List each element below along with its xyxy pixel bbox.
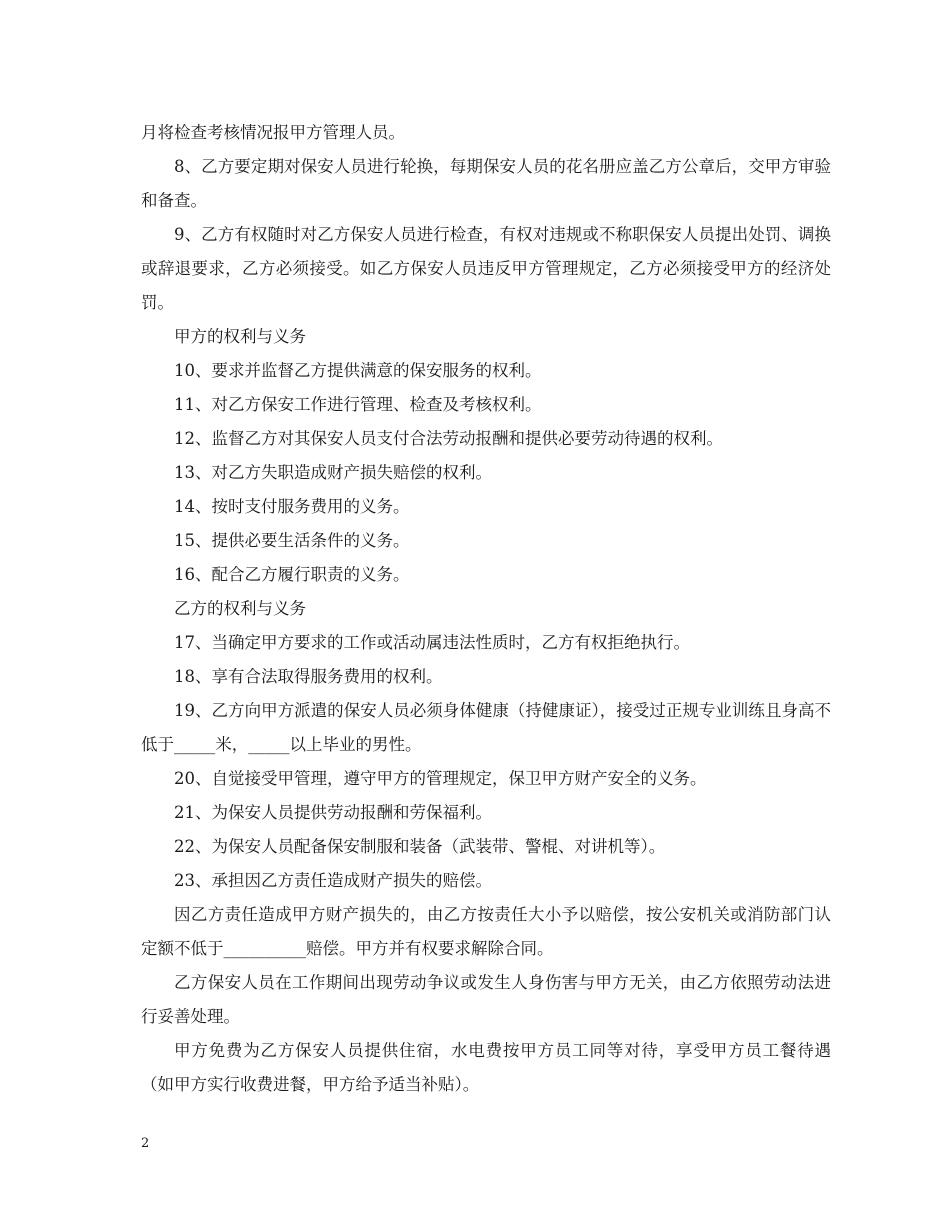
paragraph: 21、为保安人员提供劳动报酬和劳保福利。 (174, 803, 492, 822)
paragraph: 18、享有合法取得服务费用的权利。 (174, 667, 443, 686)
paragraph: 14、按时支付服务费用的义务。 (174, 497, 410, 516)
paragraph: 月将检查考核情况报甲方管理人员。 (141, 123, 405, 142)
paragraph: 19、乙方向甲方派遣的保安人员必须身体健康（持健康证），接受过正规专业训练且身高不低于_____米，_____以上毕业的男性。 (141, 701, 831, 754)
paragraph: 13、对乙方失职造成财产损失赔偿的权利。 (174, 463, 492, 482)
section-heading: 甲方的权利与义务 (174, 327, 306, 346)
paragraph: 11、对乙方保安工作进行管理、检查及考核权利。 (174, 395, 542, 414)
paragraph: 12、监督乙方对其保安人员支付合法劳动报酬和提供必要劳动待遇的权利。 (174, 429, 723, 448)
paragraph: 9、乙方有权随时对乙方保安人员进行检查，有权对违规或不称职保安人员提出处罚、调换或辞退要求，乙方必须接受。如乙方保安人员违反甲方管理规定，乙方必须接受甲方的经济处罚。 (141, 225, 831, 312)
paragraph: 20、自觉接受甲管理，遵守甲方的管理规定，保卫甲方财产安全的义务。 (174, 769, 707, 788)
paragraph: 17、当确定甲方要求的工作或活动属违法性质时，乙方有权拒绝执行。 (174, 633, 690, 652)
section-heading: 乙方的权利与义务 (174, 599, 306, 618)
document-body (141, 116, 831, 1102)
paragraph: 16、配合乙方履行职责的义务。 (174, 565, 410, 584)
paragraph: 甲方免费为乙方保安人员提供住宿，水电费按甲方员工同等对待，享受甲方员工餐待遇（如甲方实行收费进餐，甲方给予适当补贴）。 (141, 1041, 831, 1094)
paragraph: 8、乙方要定期对保安人员进行轮换，每期保安人员的花名册应盖乙方公章后，交甲方审验和备查。 (141, 157, 831, 210)
page-number: 2 (141, 1136, 150, 1151)
paragraph: 15、提供必要生活条件的义务。 (174, 531, 410, 550)
paragraph: 乙方保安人员在工作期间出现劳动争议或发生人身伤害与甲方无关，由乙方依照劳动法进行妥善处理。 (141, 973, 831, 1026)
paragraph: 22、为保安人员配备保安制服和装备（武装带、警棍、对讲机等）。 (174, 837, 666, 856)
paragraph: 23、承担因乙方责任造成财产损失的赔偿。 (174, 871, 492, 890)
paragraph: 因乙方责任造成甲方财产损失的，由乙方按责任大小予以赔偿，按公安机关或消防部门认定额不低于__________赔偿。甲方并有权要求解除合同。 (141, 905, 831, 958)
paragraph: 10、要求并监督乙方提供满意的保安服务的权利。 (174, 361, 542, 380)
